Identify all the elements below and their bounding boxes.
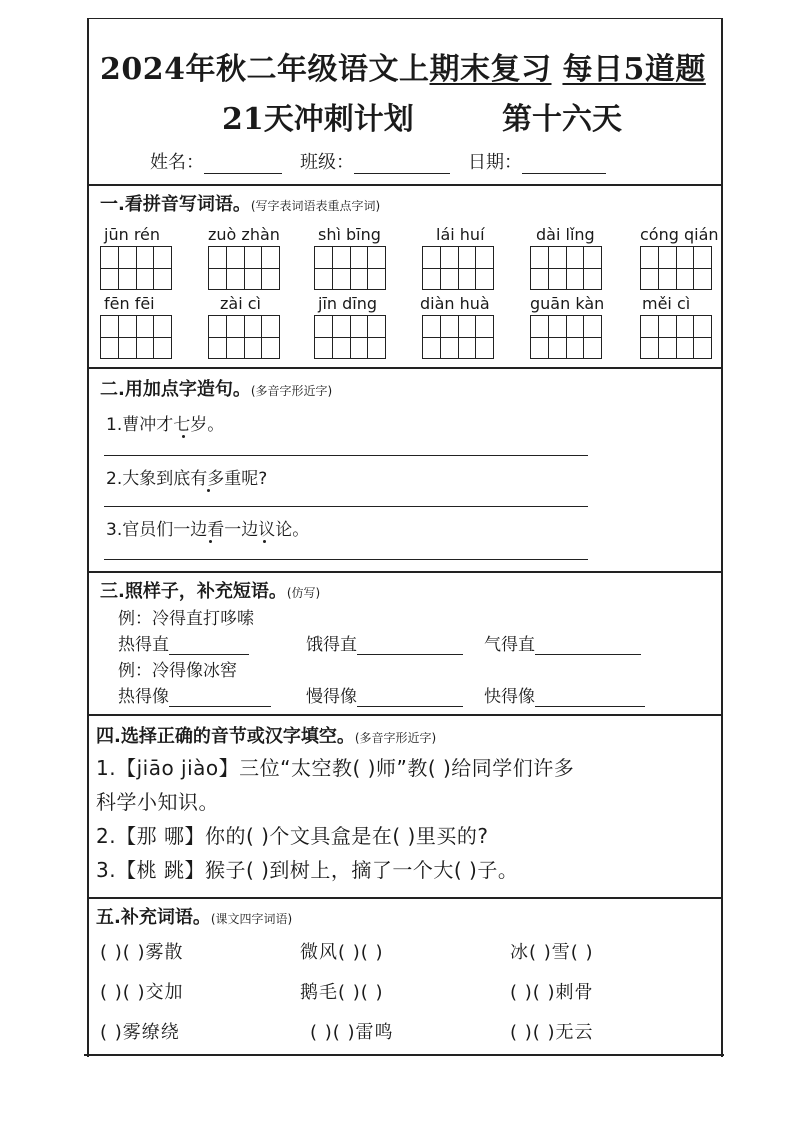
pinyin-label: zuò zhàn — [208, 225, 280, 244]
example-phrase: 例：冷得像冰窖 — [118, 661, 237, 681]
writing-grid[interactable] — [640, 246, 712, 290]
day-title: 第十六天 — [502, 102, 622, 137]
sentence-prompt: 2.大象到底有多重呢? — [106, 469, 268, 489]
phrase-blank[interactable]: 热得直 — [118, 630, 249, 655]
writing-grid[interactable] — [422, 315, 494, 359]
divider — [87, 714, 721, 716]
divider — [87, 571, 721, 573]
emphasis-dot — [182, 435, 185, 438]
section5-heading: 五.补充词语。(课文四字词语) — [96, 907, 293, 928]
question-line: 1.【jiāo jiào】三位“太空教( )师”教( )给同学们许多 — [96, 756, 575, 780]
phrase-blank[interactable]: 快得像 — [484, 682, 645, 707]
divider — [87, 367, 721, 369]
writing-grid[interactable] — [208, 246, 280, 290]
writing-grid[interactable] — [422, 246, 494, 290]
section1-heading: 一.看拼音写词语。(写字表词语表重点字词) — [100, 194, 381, 215]
writing-grid[interactable] — [640, 315, 712, 359]
answer-line[interactable] — [104, 506, 588, 507]
plan-title: 21天冲刺计划 — [222, 102, 414, 137]
bottom-border — [84, 1054, 724, 1056]
answer-line[interactable] — [104, 559, 588, 560]
pinyin-label: dài lǐng — [536, 225, 595, 244]
idiom-blank[interactable]: 微风( )( ) — [300, 942, 384, 963]
section4-heading: 四.选择正确的音节或汉字填空。(多音字形近字) — [96, 726, 437, 747]
answer-line[interactable] — [104, 455, 588, 456]
emphasis-dot — [207, 489, 210, 492]
divider — [87, 897, 721, 899]
writing-grid[interactable] — [314, 246, 386, 290]
pinyin-label: zài cì — [220, 294, 261, 313]
name-field[interactable]: 姓名： — [150, 148, 282, 174]
writing-grid[interactable] — [100, 315, 172, 359]
date-field[interactable]: 日期： — [468, 148, 606, 174]
idiom-blank[interactable]: ( )雾缭绕 — [100, 1022, 180, 1043]
idiom-blank[interactable]: ( )( )刺骨 — [510, 982, 594, 1003]
idiom-blank[interactable]: ( )( )无云 — [510, 1022, 594, 1043]
writing-grid[interactable] — [530, 315, 602, 359]
idiom-blank[interactable]: 鹅毛( )( ) — [300, 982, 384, 1003]
idiom-blank[interactable]: ( )( )雾散 — [100, 942, 184, 963]
phrase-blank[interactable]: 饿得直 — [306, 630, 463, 655]
question-line: 2.【那 哪】你的( )个文具盒是在( )里买的? — [96, 824, 489, 848]
sentence-prompt: 1.曹冲才七岁。 — [106, 415, 225, 435]
idiom-blank[interactable]: 冰( )雪( ) — [510, 942, 594, 963]
sentence-prompt: 3.官员们一边看一边议论。 — [106, 520, 310, 540]
pinyin-label: cóng qián — [640, 225, 719, 244]
pinyin-label: shì bīng — [318, 225, 381, 244]
writing-grid[interactable] — [530, 246, 602, 290]
writing-grid[interactable] — [314, 315, 386, 359]
class-field[interactable]: 班级： — [300, 148, 450, 174]
idiom-blank[interactable]: ( )( )雷鸣 — [310, 1022, 394, 1043]
pinyin-label: jūn rén — [104, 225, 161, 244]
question-line: 3.【桃 跳】猴子( )到树上，摘了一个大( )子。 — [96, 858, 519, 882]
question-line: 科学小知识。 — [96, 790, 219, 814]
emphasis-dot — [263, 540, 266, 543]
writing-grid[interactable] — [208, 315, 280, 359]
emphasis-dot — [209, 540, 212, 543]
phrase-blank[interactable]: 慢得像 — [306, 682, 463, 707]
section2-heading: 二.用加点字造句。(多音字形近字) — [100, 379, 333, 400]
pinyin-label: jīn dīng — [318, 294, 378, 313]
phrase-blank[interactable]: 热得像 — [118, 682, 271, 707]
idiom-blank[interactable]: ( )( )交加 — [100, 982, 184, 1003]
worksheet-title: 2024年秋二年级语文上期末复习 每日5道题 — [100, 52, 706, 87]
example-phrase: 例：冷得直打哆嗦 — [118, 609, 254, 629]
divider — [87, 184, 721, 186]
pinyin-label: měi cì — [642, 294, 691, 313]
pinyin-label: lái huí — [436, 225, 485, 244]
pinyin-label: guān kàn — [530, 294, 605, 313]
writing-grid[interactable] — [100, 246, 172, 290]
pinyin-label: fēn fēi — [104, 294, 155, 313]
pinyin-label: diàn huà — [420, 294, 490, 313]
section3-heading: 三.照样子，补充短语。(仿写) — [100, 581, 321, 602]
phrase-blank[interactable]: 气得直 — [484, 630, 641, 655]
